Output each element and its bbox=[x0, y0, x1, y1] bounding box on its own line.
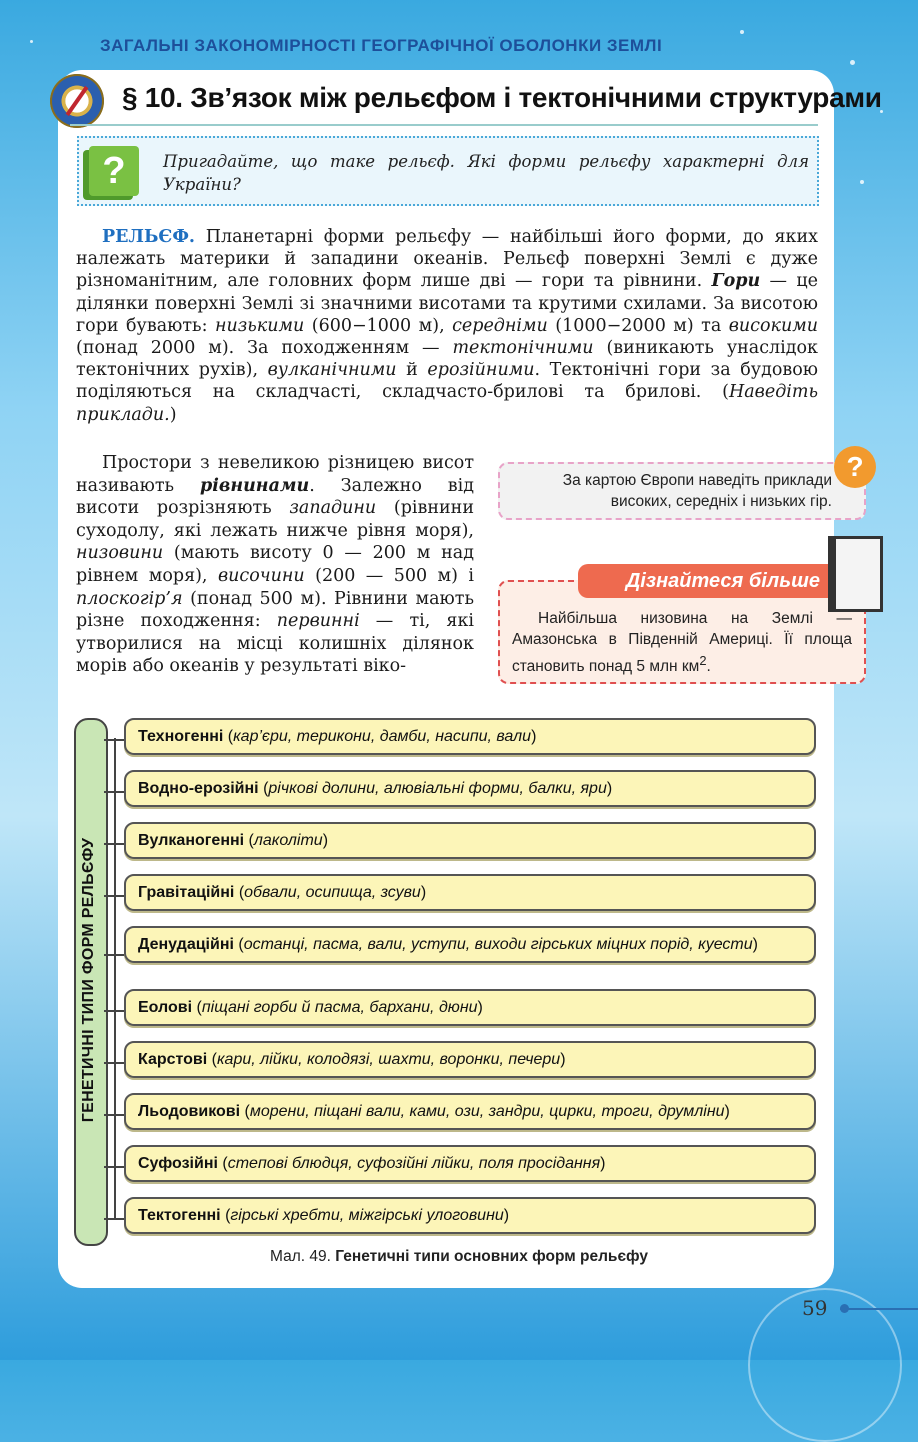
task-box bbox=[498, 462, 866, 520]
connector bbox=[104, 1010, 126, 1012]
row-examples: лаколіти bbox=[253, 832, 323, 849]
term-plains: рівнинами bbox=[199, 475, 310, 496]
row-name: Вулканогенні bbox=[138, 832, 245, 849]
page-number: 59 bbox=[802, 1296, 828, 1320]
question-icon: ? bbox=[834, 446, 876, 488]
row-examples: степові блюдця, суфозійні лійки, поля просідання bbox=[227, 1155, 601, 1172]
term: Наведіть приклади. bbox=[76, 382, 818, 425]
connector bbox=[104, 954, 126, 956]
caption-prefix: Мал. 49. bbox=[270, 1248, 331, 1265]
row-examples: морени, піщані вали, ками, ози, зандри, цирки, троги, друмліни bbox=[249, 1103, 725, 1120]
row-name: Суфозійні bbox=[138, 1155, 218, 1172]
section-title: § 10. Зв’язок між рельєфом і тектонічними структурами bbox=[122, 82, 882, 113]
diagram-side-label: ГЕНЕТИЧНІ ТИПИ ФОРМ РЕЛЬЄФУ bbox=[80, 837, 97, 1123]
diagram-row: Суфозійні (степові блюдця, суфозійні лійки, поля просідання) bbox=[124, 1145, 816, 1182]
diagram-row: Денудаційні (останці, пасма, вали, уступи, виходи гірських міцних порід, куести) bbox=[124, 926, 816, 963]
connector bbox=[104, 843, 126, 845]
diagram-row: Еолові (піщані горби й пасма, бархани, дюни) bbox=[124, 989, 816, 1026]
caption-title: Генетичні типи основних форм рельєфу bbox=[335, 1248, 648, 1265]
text-span: . Залежно від висоти розрізняють bbox=[76, 475, 474, 519]
diagram-row: Льодовикові (морени, піщані вали, ками, ози, зандри, цирки, троги, друмліни) bbox=[124, 1093, 816, 1130]
text-span: . Тектонічні гори за будовою поділяються на складчасті, складчасто-брилові та брилові. ( bbox=[76, 360, 818, 403]
row-examples: обвали, осипища, зсуви bbox=[244, 884, 421, 901]
diagram-row: Техногенні (кар’єри, терикони, дамби, насипи, вали) bbox=[124, 718, 816, 755]
connector bbox=[104, 1166, 126, 1168]
row-name: Гравітаційні bbox=[138, 884, 235, 901]
term: середніми bbox=[452, 315, 548, 336]
recall-box bbox=[77, 136, 819, 206]
text-span: (виникають унаслідок тектонічних рухів), bbox=[76, 338, 818, 381]
book-icon bbox=[828, 536, 883, 612]
compass-icon bbox=[50, 74, 104, 128]
term: плоскогір’я bbox=[76, 588, 183, 609]
paragraph-plains bbox=[76, 452, 474, 678]
row-name: Денудаційні bbox=[138, 936, 234, 953]
paragraph-relief bbox=[76, 226, 818, 426]
diagram-row: Тектогенні (гірські хребти, міжгірські улоговини) bbox=[124, 1197, 816, 1234]
diagram-row: Водно-ерозійні (річкові долини, алювіальні форми, балки, яри) bbox=[124, 770, 816, 807]
row-name: Еолові bbox=[138, 999, 193, 1016]
text-span: — це ділянки поверхні Землі зі значними висотами та крутими схилами. За висотою гори бувають: bbox=[76, 271, 818, 336]
text-span: й bbox=[396, 360, 428, 381]
page-number-dot bbox=[840, 1304, 849, 1313]
term: ерозійними bbox=[427, 360, 535, 381]
term: низовини bbox=[76, 543, 164, 564]
row-name: Техногенні bbox=[138, 728, 224, 745]
diagram-row: Вулканогенні (лаколіти) bbox=[124, 822, 816, 859]
connector bbox=[104, 1062, 126, 1064]
keyword-relief: РЕЛЬЄФ. bbox=[102, 227, 196, 247]
text-span: Простори з невеликою різницею висот називають bbox=[76, 453, 474, 496]
row-name: Тектогенні bbox=[138, 1207, 221, 1224]
term-mountains: Гори bbox=[711, 271, 761, 292]
term: високими bbox=[728, 315, 819, 336]
text-span: (понад 2000 м). За походженням — bbox=[76, 338, 453, 359]
text-span: (понад 500 м). Рівнини мають різне походження: bbox=[76, 588, 474, 632]
recall-text: Пригадайте, що таке рельєф. Які форми рельєфу характерні для України? bbox=[163, 152, 809, 194]
text-span: — ті, які утворилися на місці колишніх ділянок морів або океанів у результаті віко- bbox=[76, 611, 474, 677]
diagram-row: Гравітаційні (обвали, осипища, зсуви) bbox=[124, 874, 816, 911]
learn-more-text bbox=[512, 608, 852, 677]
figure-caption bbox=[0, 1248, 918, 1266]
text-span: Найбільша низовина на Землі — Амазонська в Південній Америці. Її площа становить понад 5 млн км bbox=[512, 610, 852, 676]
learn-more-title: Дізнайтеся більше bbox=[578, 564, 828, 598]
row-examples: гірські хребти, міжгірські улоговини bbox=[230, 1207, 504, 1224]
term: вулканічними bbox=[267, 360, 397, 381]
task-text: За картою Європи наведіть приклади високих, середніх і низьких гір. bbox=[562, 472, 832, 510]
term: западини bbox=[289, 498, 377, 519]
row-examples: річкові долини, алювіальні форми, балки, яри bbox=[268, 780, 607, 797]
text-span: (1000−2000 м) та bbox=[547, 315, 729, 336]
text-span: ) bbox=[169, 404, 177, 425]
title-divider bbox=[70, 124, 818, 126]
connector bbox=[104, 791, 126, 793]
connector bbox=[104, 1114, 126, 1116]
connector bbox=[104, 1218, 126, 1220]
term: височини bbox=[217, 565, 305, 586]
row-name: Водно-ерозійні bbox=[138, 780, 259, 797]
text-span: (600−1000 м), bbox=[304, 315, 453, 336]
row-examples: останці, пасма, вали, уступи, виходи гірських міцних порід, куести bbox=[243, 936, 753, 953]
text-span: (200 — 500 м) і bbox=[304, 565, 474, 586]
row-examples: кар’єри, терикони, дамби, насипи, вали bbox=[233, 728, 532, 745]
row-name: Карстові bbox=[138, 1051, 208, 1068]
superscript: 2 bbox=[699, 653, 707, 668]
text-span: (рівнини суходолу, які лежать нижче рівня моря), bbox=[76, 498, 474, 541]
term: низькими bbox=[214, 315, 305, 336]
connector bbox=[104, 895, 126, 897]
text-span: Планетарні форми рельєфу — найбільші його форми, до яких належать материки й западини океанів. Рельєф поверхні Землі є дуже різноманітним, але головних форм лише дві — гори та рівнини. bbox=[76, 227, 818, 292]
text-span: (мають висоту 0 — 200 м над рівнем моря), bbox=[76, 543, 474, 586]
diagram-row: Карстові (кари, лійки, колодязі, шахти, воронки, печери) bbox=[124, 1041, 816, 1078]
running-header: ЗАГАЛЬНІ ЗАКОНОМІРНОСТІ ГЕОГРАФІЧНОЇ ОБОЛОНКИ ЗЕМЛІ bbox=[100, 36, 663, 55]
connector bbox=[104, 739, 126, 741]
term: первинні bbox=[276, 611, 360, 632]
term: тектонічними bbox=[452, 338, 594, 359]
question-cube-icon: ? bbox=[89, 146, 139, 196]
row-examples: кари, лійки, колодязі, шахти, воронки, печери bbox=[217, 1051, 561, 1068]
row-examples: піщані горби й пасма, бархани, дюни bbox=[201, 999, 478, 1016]
diagram-connector bbox=[114, 738, 116, 1218]
page-number-rule bbox=[840, 1308, 918, 1310]
text-span: . bbox=[706, 658, 711, 676]
row-name: Льодовикові bbox=[138, 1103, 241, 1120]
